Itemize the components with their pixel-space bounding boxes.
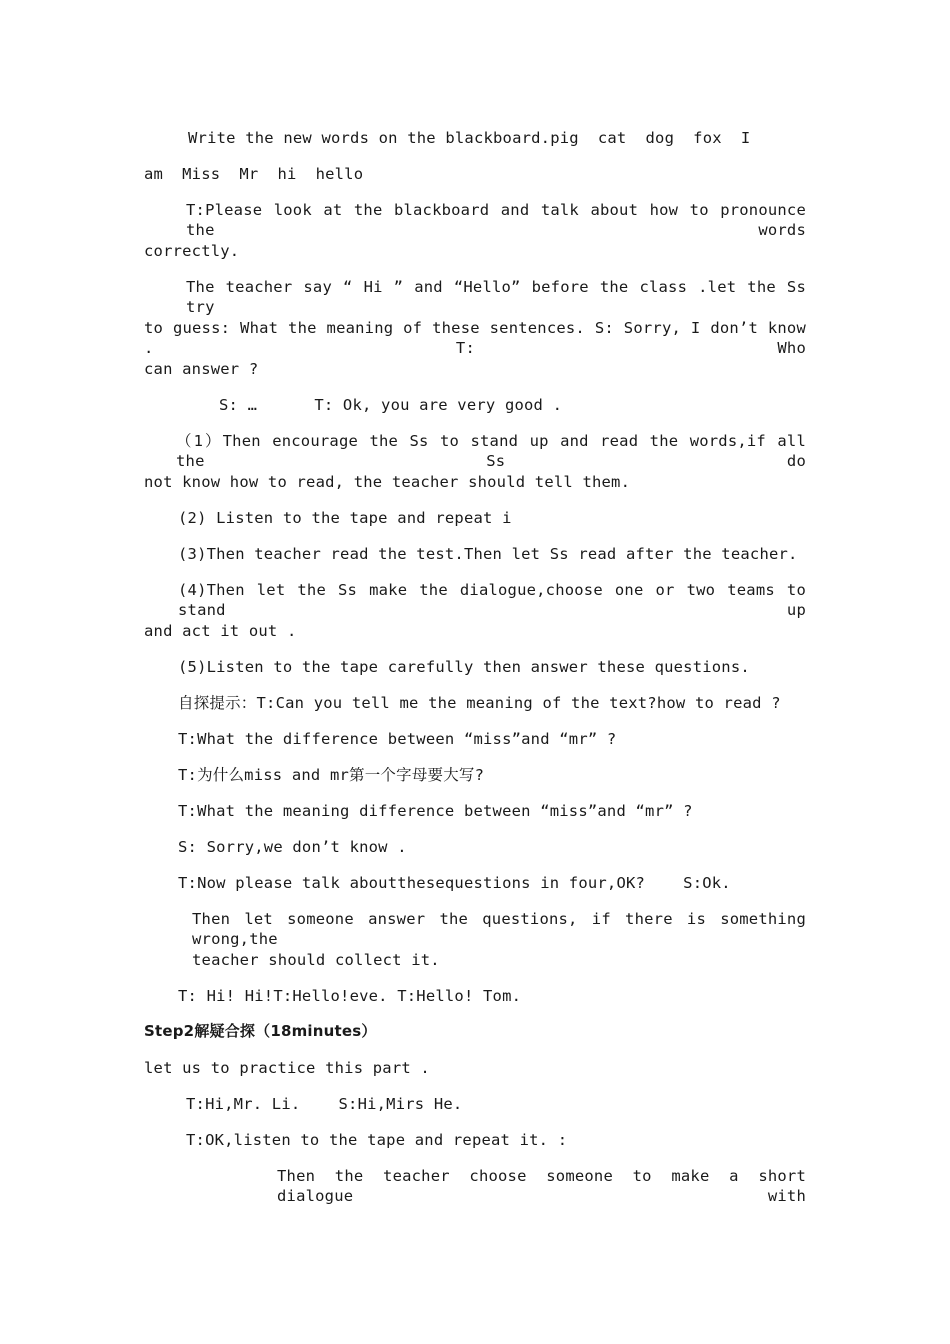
text-line: T: Hi! Hi!T:Hello!eve. T:Hello! Tom. [178, 987, 522, 1005]
text-line: Then let someone answer the questions, if there is something wrong,the [192, 910, 806, 948]
text-line: am Miss Mr hi hello [144, 165, 364, 183]
section-heading: Step2解疑合探（18minutes） [144, 1022, 377, 1040]
text-line: not know how to read, the teacher should tell them. [144, 473, 631, 491]
text-line: S: Sorry,we don’t know . [178, 838, 407, 856]
text-line: (4)Then let the Ss make the dialogue,choose one or two teams to stand up [178, 581, 806, 619]
text-line: can answer ? [144, 360, 259, 378]
text-line: T:Please look at the blackboard and talk about how to pronounce the words [186, 201, 806, 239]
text-line: to guess: What the meaning of these sentences. S: Sorry, I don’t know . T: Who [144, 319, 806, 357]
text-line: T:Hi,Mr. Li. S:Hi,Mirs He. [186, 1095, 463, 1113]
text-line: let us to practice this part . [144, 1059, 430, 1077]
text-line: (5)Listen to the tape carefully then answer these questions. [178, 658, 750, 676]
text-line: and act it out . [144, 622, 297, 640]
text-line: 自探提示：T:Can you tell me the meaning of the text?how to read ? [178, 694, 781, 712]
text-line: T:What the difference between “miss”and “mr” ? [178, 730, 617, 748]
text-line: （1）Then encourage the Ss to stand up and read the words,if all the Ss do [176, 432, 806, 470]
text-line: T:Now please talk aboutthesequestions in four,OK? S:Ok. [178, 874, 731, 892]
text-line: S: … T: Ok, you are very good . [219, 396, 563, 414]
text-line: T:为什么miss and mr第一个字母要大写? [178, 766, 485, 784]
text-line: Then the teacher choose someone to make a short dialogue with [277, 1167, 806, 1205]
text-line: correctly. [144, 242, 240, 260]
text-line: (2) Listen to the tape and repeat i [178, 509, 512, 527]
text-line: T:What the meaning difference between “miss”and “mr” ? [178, 802, 693, 820]
text-line: Write the new words on the blackboard.pig cat dog fox I [188, 129, 751, 147]
text-line: (3)Then teacher read the test.Then let Ss read after the teacher. [178, 545, 798, 563]
text-line: teacher should collect it. [192, 951, 440, 969]
text-line: The teacher say “ Hi ” and “Hello” before the class .let the Ss try [186, 278, 806, 316]
text-line: T:OK,listen to the tape and repeat it. : [186, 1131, 568, 1149]
